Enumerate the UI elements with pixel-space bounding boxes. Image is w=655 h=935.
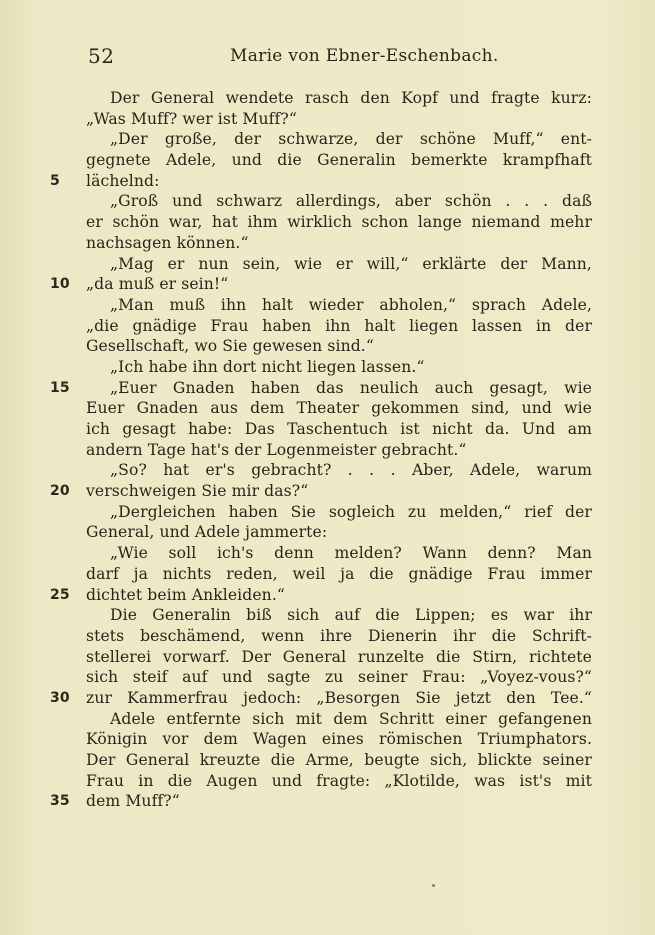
text-line — [86, 295, 592, 316]
line-text: stets beschämend, wenn ihre Dienerin ihr die Schrift- — [86, 626, 592, 645]
line-number: 10 — [50, 276, 70, 293]
line-text: er schön war, hat ihm wirklich schon lange niemand mehr — [86, 213, 592, 232]
text-line — [86, 605, 592, 626]
line-text: Die Generalin biß sich auf die Lippen; es war ihr — [110, 606, 592, 625]
line-text: sich steif auf und sagte zu seiner Frau: „Voyez-vous?“ — [86, 668, 592, 687]
text-line — [86, 316, 592, 337]
line-text: andern Tage hat's der Logenmeister gebracht.“ — [86, 440, 467, 459]
text-line — [86, 543, 592, 564]
line-text: Gesellschaft, wo Sie gewesen sind.“ — [86, 337, 374, 356]
line-number: 20 — [50, 483, 70, 500]
line-text: Der General wendete rasch den Kopf und fragte kurz: — [110, 89, 592, 107]
text-line — [50, 274, 592, 295]
line-number: 30 — [50, 689, 70, 706]
line-text: dichtet beim Ankleiden.“ — [86, 585, 285, 604]
line-text: stellerei vorwarf. Der General runzelte die Stirn, richtete — [86, 647, 592, 666]
line-text: „Euer Gnaden haben das neulich auch gesagt, wie — [110, 378, 592, 397]
text-line — [86, 254, 592, 275]
line-text: darf ja nichts reden, weil ja die gnädige Frau immer — [86, 564, 592, 583]
page-number: 52 — [88, 44, 115, 68]
line-text: „Wie soll ich's denn melden? Wann denn? Man — [110, 544, 592, 563]
line-text: Euer Gnaden aus dem Theater gekommen sind, und wie — [86, 399, 592, 418]
text-line — [50, 481, 592, 502]
line-text: „Man muß ihn halt wieder abholen,“ sprach Adele, — [110, 295, 592, 314]
line-text: lächelnd: — [86, 171, 160, 190]
text-line — [86, 440, 592, 461]
body-text — [50, 88, 592, 812]
line-text: Frau in die Augen und fragte: „Klotilde, was ist's mit — [86, 771, 592, 790]
text-line — [50, 171, 592, 192]
text-line — [86, 626, 592, 647]
text-line — [86, 564, 592, 585]
text-line — [86, 88, 592, 109]
text-line — [86, 419, 592, 440]
line-text: Der General kreuzte die Arme, beugte sich, blickte seiner — [86, 751, 592, 769]
line-text: dem Muff?“ — [86, 792, 180, 811]
text-line — [86, 150, 592, 171]
text-line — [86, 233, 592, 254]
running-head: Marie von Ebner-Eschenbach. — [230, 46, 499, 66]
line-text: ich gesagt habe: Das Taschentuch ist nicht da. Und am — [86, 420, 592, 438]
text-line — [86, 647, 592, 668]
text-line — [86, 212, 592, 233]
line-number: 35 — [50, 793, 70, 810]
text-line — [86, 771, 592, 792]
text-line — [86, 398, 592, 419]
line-text: „Groß und schwarz allerdings, aber schön . . . daß — [110, 192, 592, 211]
line-text: „da muß er sein!“ — [86, 275, 229, 294]
line-text: „Der große, der schwarze, der schöne Muff,“ ent- — [110, 130, 592, 149]
text-line — [50, 378, 592, 399]
line-text: „Was Muff? wer ist Muff?“ — [86, 109, 297, 128]
line-text: Adele entfernte sich mit dem Schritt einer gefangenen — [110, 709, 592, 728]
line-text: verschweigen Sie mir das?“ — [86, 482, 309, 501]
line-number: 15 — [50, 379, 70, 396]
line-text: „Dergleichen haben Sie sogleich zu melden,“ rief der — [110, 502, 592, 521]
line-number: 25 — [50, 586, 70, 603]
line-text: Königin vor dem Wagen eines römischen Triumphators. — [86, 730, 592, 749]
line-text: „So? hat er's gebracht? . . . Aber, Adele, warum — [110, 461, 592, 480]
text-line — [86, 336, 592, 357]
text-line — [86, 522, 592, 543]
text-line — [86, 109, 592, 130]
line-text: General, und Adele jammerte: — [86, 523, 328, 542]
line-text: „Ich habe ihn dort nicht liegen lassen.“ — [110, 357, 425, 376]
line-number: 5 — [50, 172, 60, 189]
line-text: „Mag er nun sein, wie er will,“ erklärte der Mann, — [110, 254, 592, 273]
ink-speck — [432, 884, 435, 887]
text-line — [86, 129, 592, 150]
text-line — [50, 585, 592, 606]
line-text: gegnete Adele, und die Generalin bemerkte krampfhaft — [86, 151, 592, 170]
page-header — [0, 40, 655, 70]
line-text: zur Kammerfrau jedoch: „Besorgen Sie jetzt den Tee.“ — [86, 688, 592, 707]
text-line — [86, 502, 592, 523]
text-line — [86, 191, 592, 212]
line-text: nachsagen können.“ — [86, 233, 249, 252]
text-line — [86, 729, 592, 750]
line-text: „die gnädige Frau haben ihn halt liegen lassen in der — [86, 316, 592, 335]
text-line — [50, 791, 592, 812]
text-line — [86, 667, 592, 688]
text-line — [86, 357, 592, 378]
text-line — [86, 460, 592, 481]
text-line — [86, 709, 592, 730]
text-line — [86, 750, 592, 771]
text-line — [50, 688, 592, 709]
